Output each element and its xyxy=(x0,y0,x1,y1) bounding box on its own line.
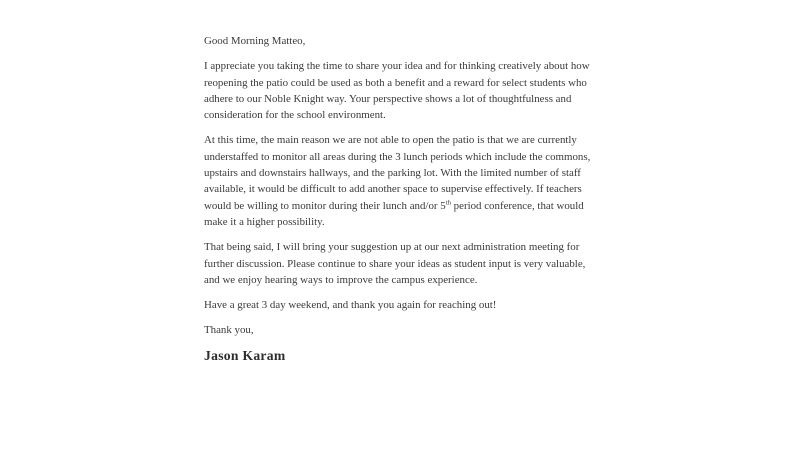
ordinal-superscript: th xyxy=(445,199,451,207)
letter-paragraph-appreciation: I appreciate you taking the time to share your idea and for thinking creatively about how reopening the patio could be used as both a benefit and a reward for select students who adhere to our Noble Knight way. Your perspective shows a lot of thoughtfulness and consideration for the school environment. xyxy=(204,60,590,122)
letter-signature: Jason Karam xyxy=(204,347,286,363)
letter-paragraph-weekend: Have a great 3 day weekend, and thank you again for reaching out! xyxy=(204,299,497,312)
letter-paragraph-reason xyxy=(204,132,600,230)
reason-text-after-superscript: period conference, that would make it a higher possibility. xyxy=(204,199,584,228)
letter-paragraph-followup: That being said, I will bring your suggestion up at our next administration meeting for further discussion. Please continue to share your ideas as student input is very valuable, and we enjoy hearing ways to improve the campus experience. xyxy=(204,241,586,286)
letter-greeting: Good Morning Matteo, xyxy=(204,35,306,47)
letter-body xyxy=(204,33,600,373)
letter-closing: Thank you, xyxy=(204,324,254,337)
reason-text-before-superscript: At this time, the main reason we are not able to open the patio is that we are currently understaffed to monitor all areas during the 3 lunch periods which include the commons, upstairs and downstairs hallways, and the parking lot. With the limited number of staff available, it would be difficult to add another space to supervise effectively. If teachers would be willing to monitor during their lunch and/or 5 xyxy=(204,134,591,212)
